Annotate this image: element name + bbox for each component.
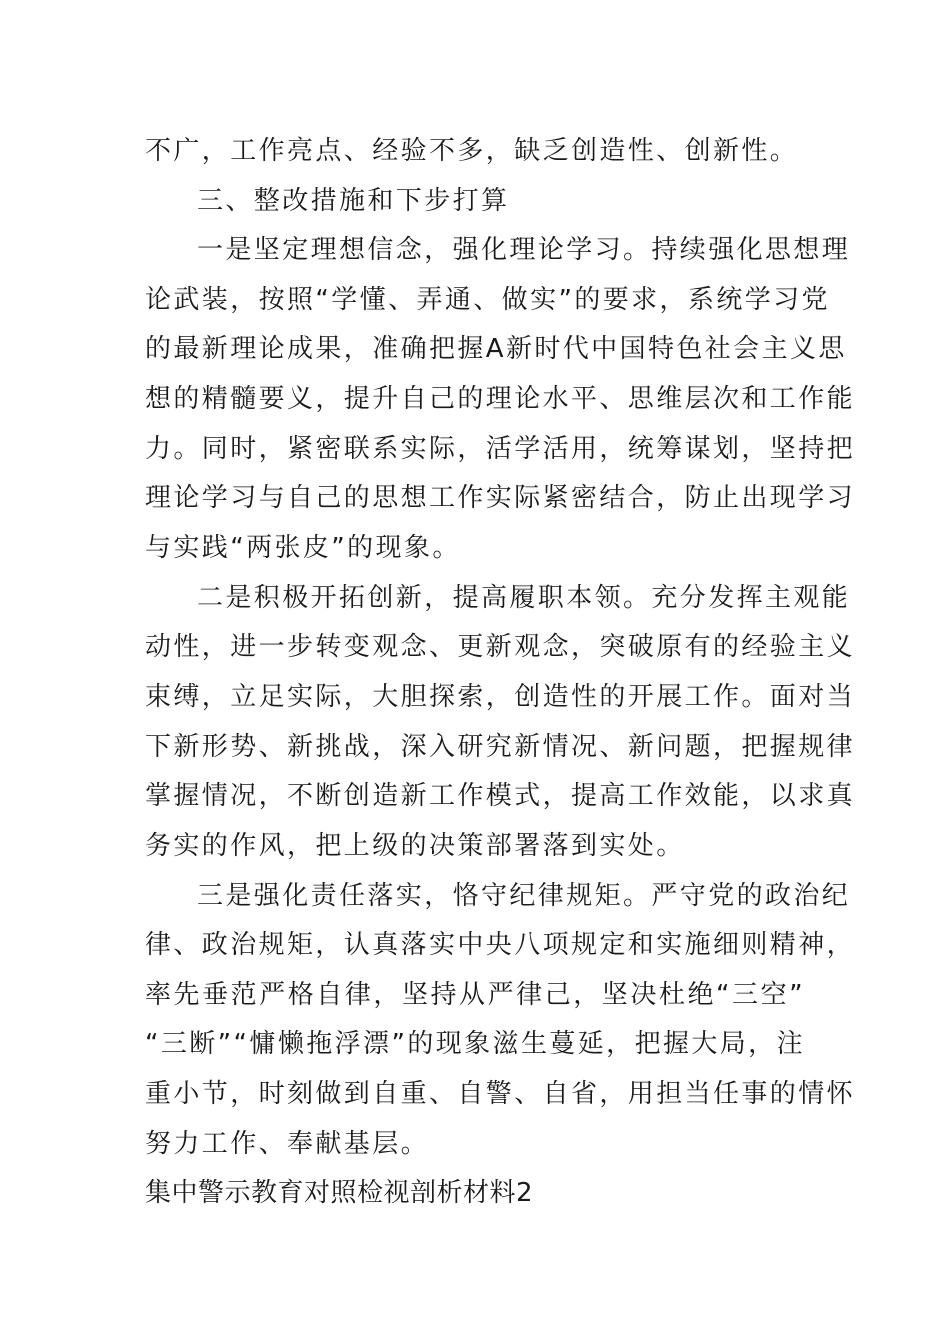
section-heading: 三、整改措施和下步打算 [197, 186, 510, 216]
text-line: 一是坚定理想信念，强化理论学习。持续强化思想理 [197, 235, 851, 265]
text-line: 动性，进一步转变观念、更新观念，突破原有的经验主义 [145, 632, 856, 662]
text-line: 重小节，时刻做到自重、自警、自省，用担当任事的情怀 [145, 1079, 856, 1109]
text-line: 率先垂范严格自律，坚持从严律己，坚决杜绝“三空” [145, 980, 805, 1010]
text-line: 想的精髓要义，提升自己的理论水平、思维层次和工作能 [145, 384, 856, 414]
text-line: 理论学习与自己的思想工作实际紧密结合，防止出现学习 [145, 483, 856, 513]
text-line: 努力工作、奉献基层。 [145, 1129, 430, 1159]
text-line: 掌握情况，不断创造新工作模式，提高工作效能，以求真 [145, 781, 856, 811]
text-line: 下新形势、新挑战，深入研究新情况、新问题，把握规律 [145, 732, 856, 762]
text-line: 三是强化责任落实，恪守纪律规矩。严守党的政治纪 [197, 881, 851, 911]
text-line: 务实的作风，把上级的决策部署落到实处。 [145, 831, 685, 861]
text-line: 律、政治规矩，认真落实中央八项规定和实施细则精神， [145, 930, 856, 960]
text-line: 束缚，立足实际，大胆探索，创造性的开展工作。面对当 [145, 682, 856, 712]
text-line: 不广，工作亮点、经验不多，缺乏创造性、创新性。 [145, 136, 799, 166]
text-line: 论武装，按照“学懂、弄通、做实”的要求，系统学习党 [145, 285, 830, 315]
text-line: 二是积极开拓创新，提高履职本领。充分发挥主观能 [197, 583, 851, 613]
text-line: 与实践“两张皮”的现象。 [145, 533, 461, 563]
text-line: “三断”“慵懒拖浮漂”的现象滋生蔓延，把握大局，注 [145, 1029, 805, 1059]
text-line: 力。同时，紧密联系实际，活学活用，统筹谋划，坚持把 [145, 434, 856, 464]
text-line: 的最新理论成果，准确把握A新时代中国特色社会主义思 [145, 334, 847, 364]
document-title: 集中警示教育对照检视剖析材料2 [145, 1178, 534, 1208]
